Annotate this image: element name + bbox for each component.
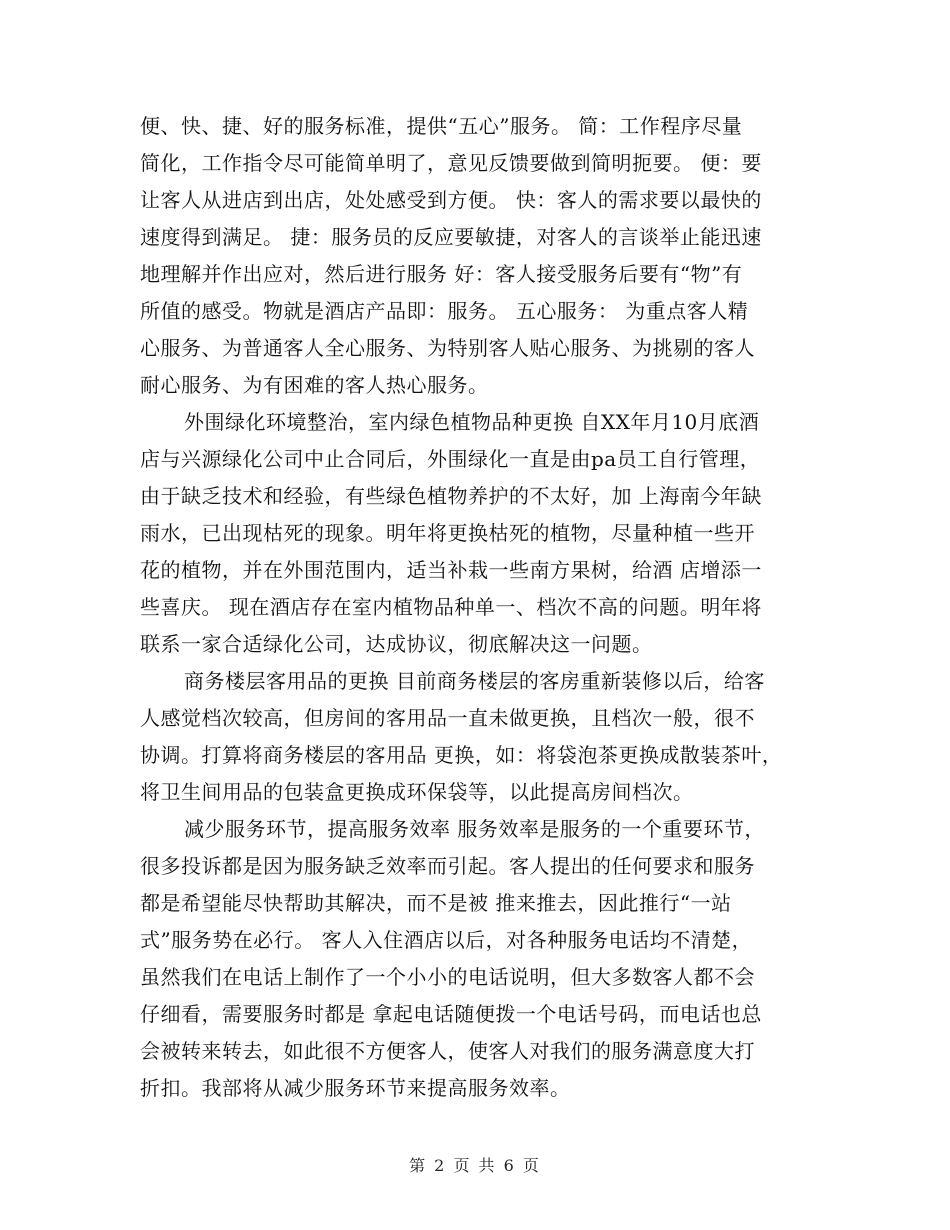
- text-line: 很多投诉都是因为服务缺乏效率而引起。客人提出的任何要求和服务: [140, 854, 755, 878]
- text-line: 心服务、为普通客人全心服务、为特别客人贴心服务、为挑剔的客人: [140, 336, 755, 360]
- text-line: 会被转来转去，如此很不方便客人，使客人对我们的服务满意度大打: [140, 1039, 755, 1063]
- text-line: 将卫生间用品的包装盒更换成环保袋等，以此提高房间档次。: [140, 780, 694, 804]
- text-line: 简化，工作指令尽可能简单明了，意见反馈要做到简明扼要。 便：要: [140, 151, 762, 175]
- text-line: 地理解并作出应对，然后进行服务 好：客人接受服务后要有“物”有: [140, 262, 743, 286]
- text-line: 便、快、捷、好的服务标准，提供“五心”服务。 简：工作程序尽量: [140, 114, 743, 138]
- text-line: 雨水，已出现枯死的现象。明年将更换枯死的植物，尽量种植一些开: [140, 521, 755, 545]
- text-line: 速度得到满足。 捷：服务员的反应要敏捷，对客人的言谈举止能迅速: [140, 225, 762, 249]
- text-line: 折扣。我部将从减少服务环节来提高服务效率。: [140, 1076, 571, 1100]
- text-line: 店与兴源绿化公司中止合同后，外围绿化一直是由pa员工自行管理，: [140, 447, 761, 471]
- text-line: 协调。打算将商务楼层的客用品 更换，如：将袋泡茶更换成散装茶叶，: [140, 743, 783, 767]
- text-line: 虽然我们在电话上制作了一个小小的电话说明，但大多数客人都不会: [140, 965, 755, 989]
- text-line: 仔细看，需要服务时都是 拿起电话随便拨一个电话号码，而电话也总: [140, 1002, 762, 1026]
- text-line: 由于缺乏技术和经验，有些绿色植物养护的不太好，加 上海南今年缺: [140, 484, 762, 508]
- paragraph-start-line: 商务楼层客用品的更换 目前商务楼层的客房重新装修以后，给客: [184, 669, 765, 693]
- text-line: 都是希望能尽快帮助其解决，而不是被 推来推去，因此推行“一站: [140, 891, 732, 915]
- text-line: 让客人从进店到出店，处处感受到方便。 快：客人的需求要以最快的: [140, 188, 762, 212]
- page-number-footer: 第 2 页 共 6 页: [409, 1156, 541, 1175]
- text-line: 联系一家合适绿化公司，达成协议，彻底解决这一问题。: [140, 632, 653, 656]
- document-body: [140, 108, 820, 1107]
- text-line: 些喜庆。 现在酒店存在室内植物品种单一、档次不高的问题。明年将: [140, 595, 762, 619]
- text-line: 花的植物，并在外围范围内，适当补栽一些南方果树，给酒 店增添一: [140, 558, 762, 582]
- text-line: 人感觉档次较高，但房间的客用品一直未做更换，且档次一般，很不: [140, 706, 755, 730]
- text-line: 式”服务势在必行。 客人入住酒店以后，对各种服务电话均不清楚，: [140, 928, 753, 952]
- text-line: 耐心服务、为有困难的客人热心服务。: [140, 373, 489, 397]
- paragraph-start-line: 减少服务环节，提高服务效率 服务效率是服务的一个重要环节，: [184, 817, 765, 841]
- text-line: 所值的感受。物就是酒店产品即：服务。 五心服务： 为重点客人精: [140, 299, 749, 323]
- paragraph-start-line: 外围绿化环境整治，室内绿色植物品种更换 自XX年月10月底酒: [184, 410, 760, 434]
